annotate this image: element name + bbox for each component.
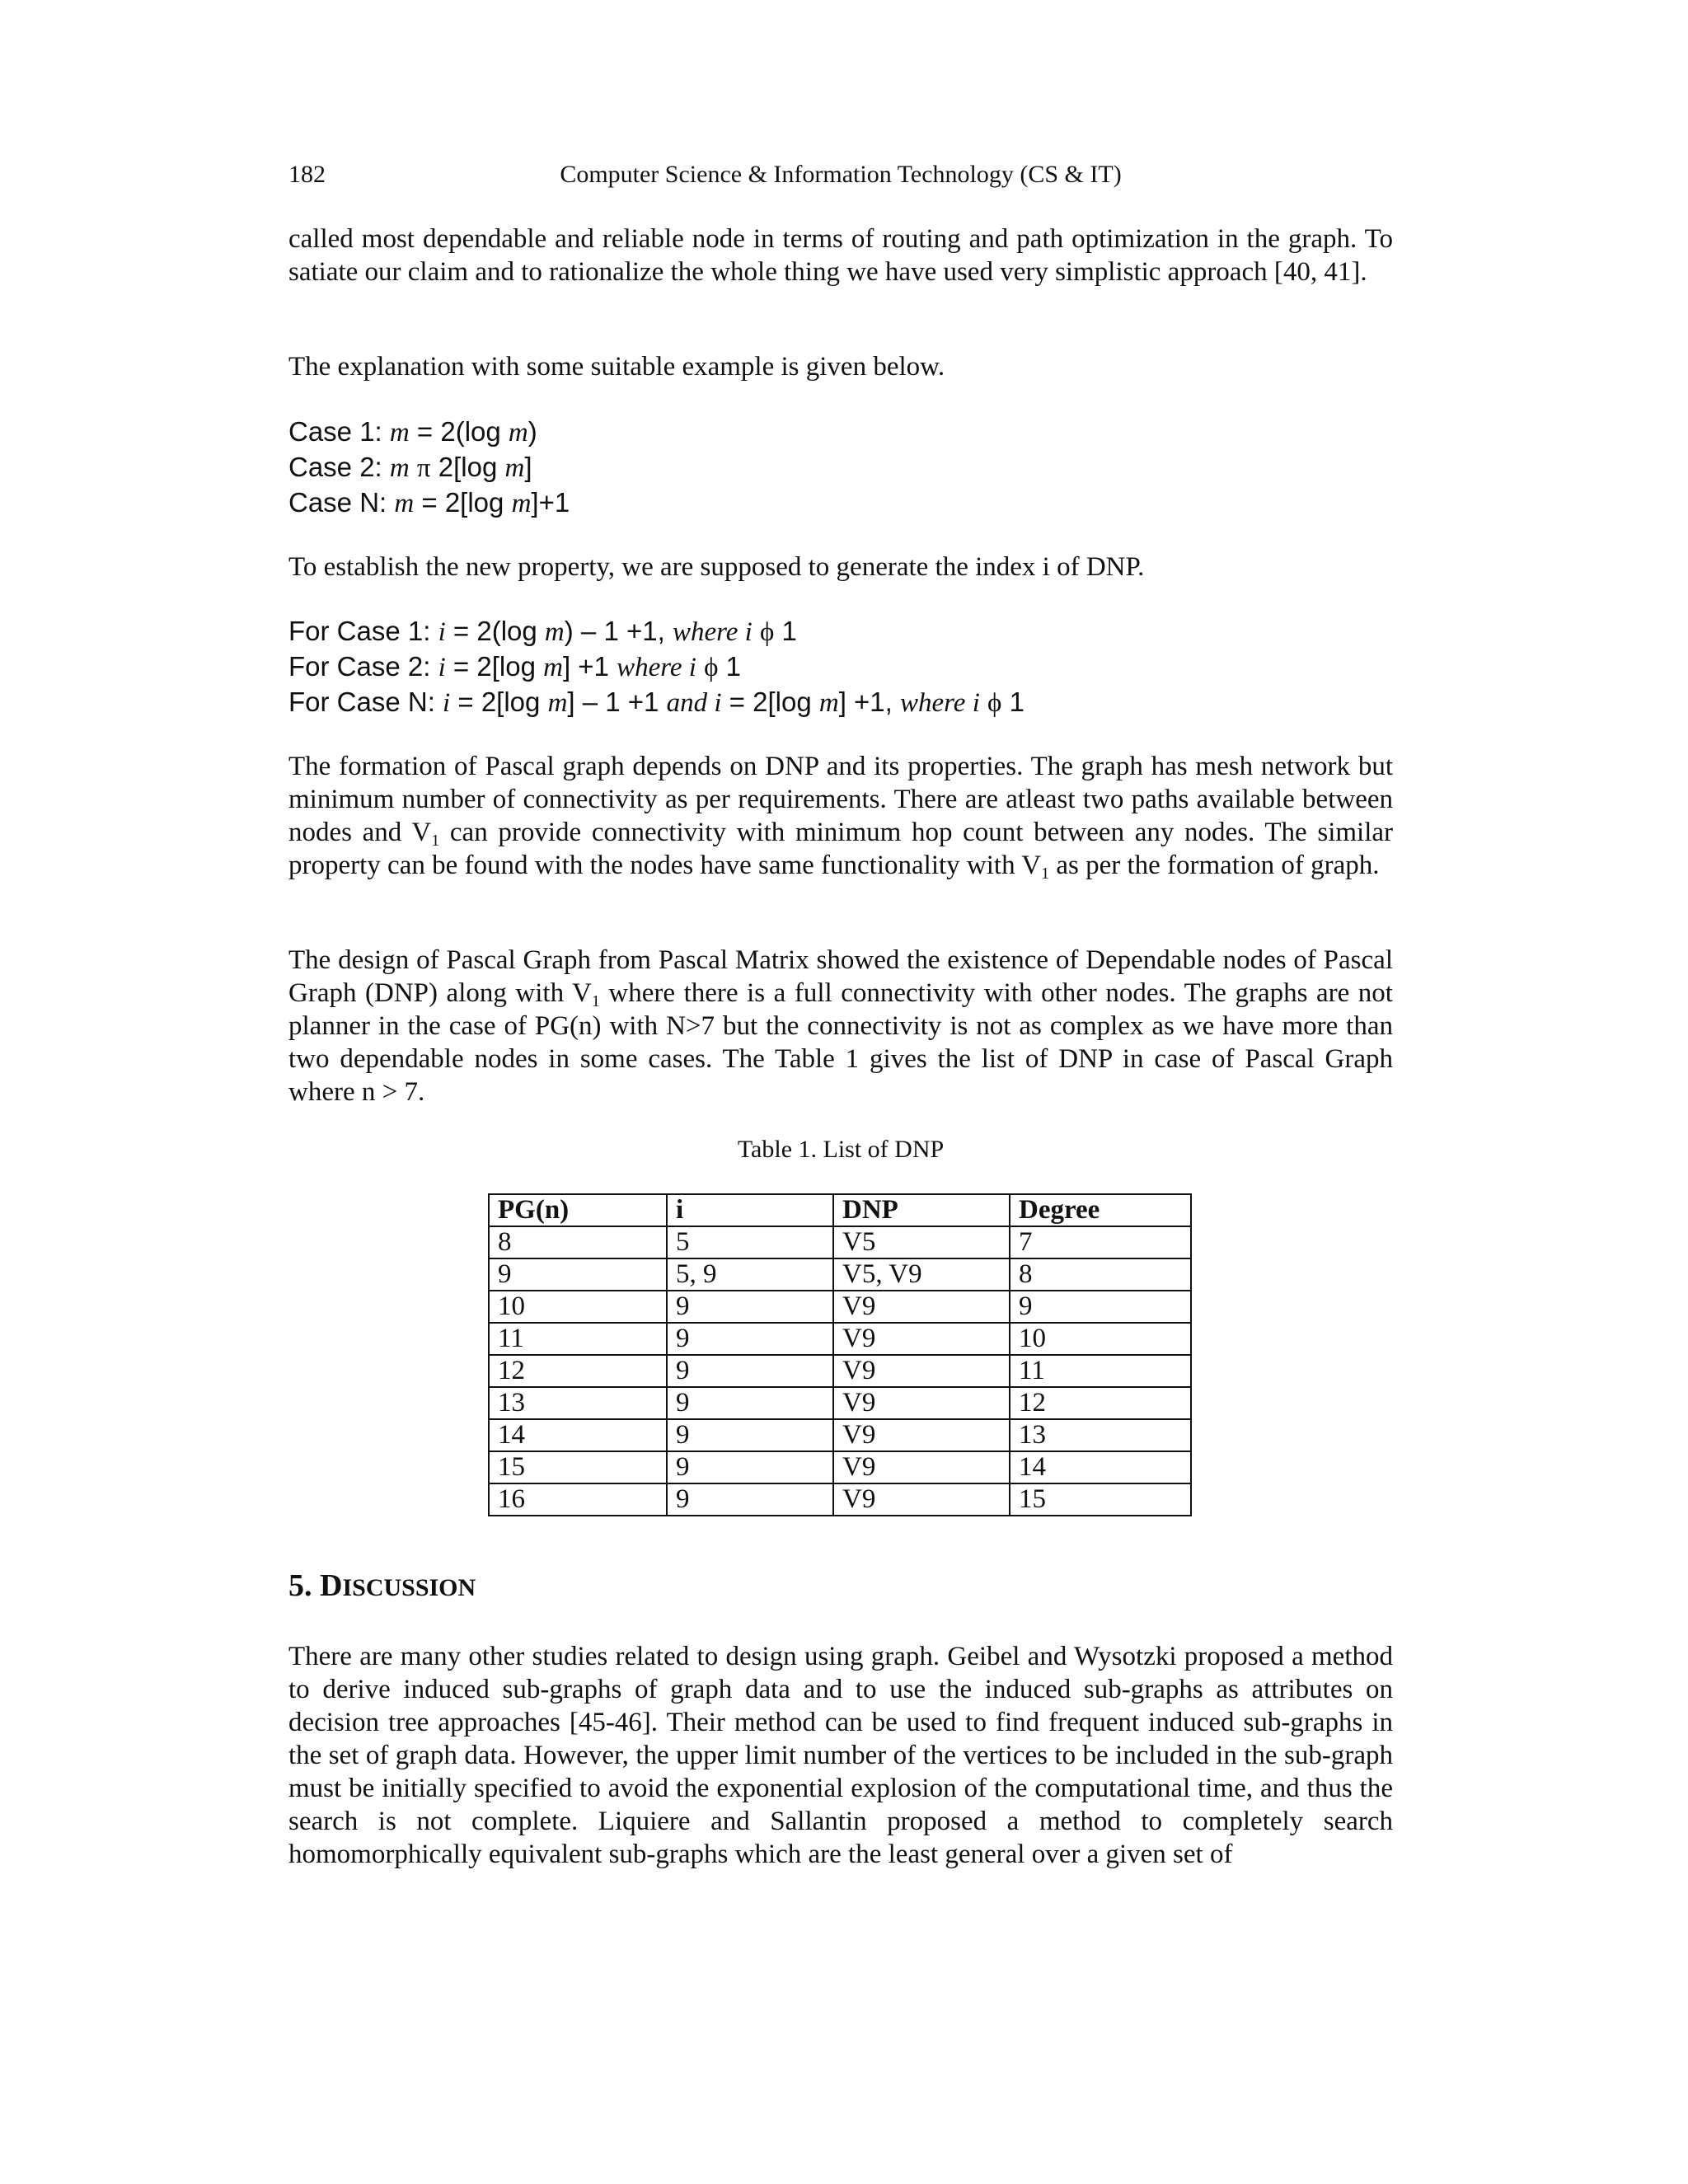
column-header: i [667,1194,833,1226]
column-header: DNP [833,1194,1010,1226]
table-row [489,1483,1191,1516]
table-cell: 9 [489,1258,667,1291]
table-cell: 9 [667,1291,833,1323]
running-header [288,161,1393,194]
journal-title: Computer Science & Information Technology (CS & IT) [560,161,1122,188]
index-cases-block [288,614,1393,720]
table-row [489,1451,1191,1483]
table-cell: V9 [833,1483,1010,1516]
table-cell: 9 [667,1323,833,1355]
table-cell: 9 [1010,1291,1191,1323]
table-cell: 15 [1010,1483,1191,1516]
table-cell: V9 [833,1419,1010,1451]
table-cell: 14 [489,1419,667,1451]
index-case-1: For Case 1: i = 2(log m) – 1 +1, where i ϕ 1 [288,616,797,647]
table-cell: 15 [489,1451,667,1483]
paragraph-formation: The formation of Pascal graph depends on DNP and its properties. The graph has mesh network but minimum number of connectivity as per requirements. There are atleast two paths available between nodes and $V_1$ can provide connectivity with minimum hop count between any nodes. The similar property can be found with the nodes have same functionality with $V_1$ as per the formation of graph. [288,752,1393,883]
index-case-2: For Case 2: i = 2[log m] +1 where i ϕ 1 [288,651,741,682]
section-title-initial: D [320,1568,343,1603]
table-cell: 11 [489,1323,667,1355]
table-cell: 8 [1010,1258,1191,1291]
table-cell: 14 [1010,1451,1191,1483]
table-cell: 9 [667,1451,833,1483]
table-cell: 5, 9 [667,1258,833,1291]
table-cell: 13 [1010,1419,1191,1451]
table-cell: 7 [1010,1226,1191,1258]
table-cell: 9 [667,1419,833,1451]
section-heading-discussion [288,1568,476,1604]
table-cell: 9 [667,1355,833,1387]
table-row [489,1291,1191,1323]
table-cell: V9 [833,1291,1010,1323]
table-cell: V5 [833,1226,1010,1258]
dnp-table [488,1193,1192,1516]
table-cell: V9 [833,1451,1010,1483]
table-row [489,1355,1191,1387]
column-header: Degree [1010,1194,1191,1226]
case-2: Case 2: m π 2[log m] [288,452,532,483]
table-cell: 8 [489,1226,667,1258]
table-cell: V9 [833,1323,1010,1355]
section-title-rest: ISCUSSION [342,1574,476,1601]
table-row [489,1226,1191,1258]
table-cell: 10 [489,1291,667,1323]
paragraph-intro: called most dependable and reliable node in terms of routing and path optimization in the graph. To satiate our claim and to rationalize the whole thing we have used very simplistic approach [40, 41]. [288,224,1393,287]
page-number: 182 [288,161,326,188]
paragraph-design: The design of Pascal Graph from Pascal Matrix showed the existence of Dependable nodes of Pascal Graph (DNP) along with $V_1$ where there is a full connectivity with other nodes. The graphs are not planner in the case of PG(n) with N>7 but the connectivity is not as complex as we have more than two dependable nodes in some cases. The Table 1 gives the list of DNP in case of Pascal Graph where n > 7. [288,945,1393,1107]
paragraph-property: To establish the new property, we are supposed to generate the index i of DNP. [288,552,1145,582]
table-row [489,1419,1191,1451]
table-cell: 5 [667,1226,833,1258]
table-cell: 11 [1010,1355,1191,1387]
table-cell: V9 [833,1387,1010,1419]
table-cell: V9 [833,1355,1010,1387]
index-case-n: For Case N: i = 2[log m] – 1 +1 and i = 2[log m] +1, where i ϕ 1 [288,687,1025,718]
table-cell: V5, V9 [833,1258,1010,1291]
column-header: PG(n) [489,1194,667,1226]
table-cell: 12 [489,1355,667,1387]
paragraph-explanation: The explanation with some suitable example is given below. [288,352,945,382]
table-cell: 9 [667,1387,833,1419]
cases-block [288,415,1393,521]
section-number: 5. [288,1568,312,1603]
table-caption: Table 1. List of DNP [737,1136,945,1163]
table-cell: 9 [667,1483,833,1516]
paragraph-discussion: There are many other studies related to design using graph. Geibel and Wysotzki proposed a method to derive induced sub-graphs of graph data and to use the induced sub-graphs as attributes on decision tree approaches [45-46]. Their method can be used to find frequent induced sub-graphs in the set of graph data. However, the upper limit number of the vertices to be included in the sub-graph must be initially specified to avoid the exponential explosion of the computational time, and thus the search is not complete. Liquiere and Sallantin proposed a method to completely search homomorphically equivalent sub-graphs which are the least general over a given set of [288,1642,1393,1869]
table-row [489,1258,1191,1291]
table-row [489,1387,1191,1419]
table-cell: 10 [1010,1323,1191,1355]
table-cell: 12 [1010,1387,1191,1419]
table-cell: 16 [489,1483,667,1516]
table-header-row [489,1194,1191,1226]
case-1: Case 1: m = 2(log m) [288,416,537,448]
table-row [489,1323,1191,1355]
case-n: Case N: m = 2[log m]+1 [288,487,570,518]
table-cell: 13 [489,1387,667,1419]
